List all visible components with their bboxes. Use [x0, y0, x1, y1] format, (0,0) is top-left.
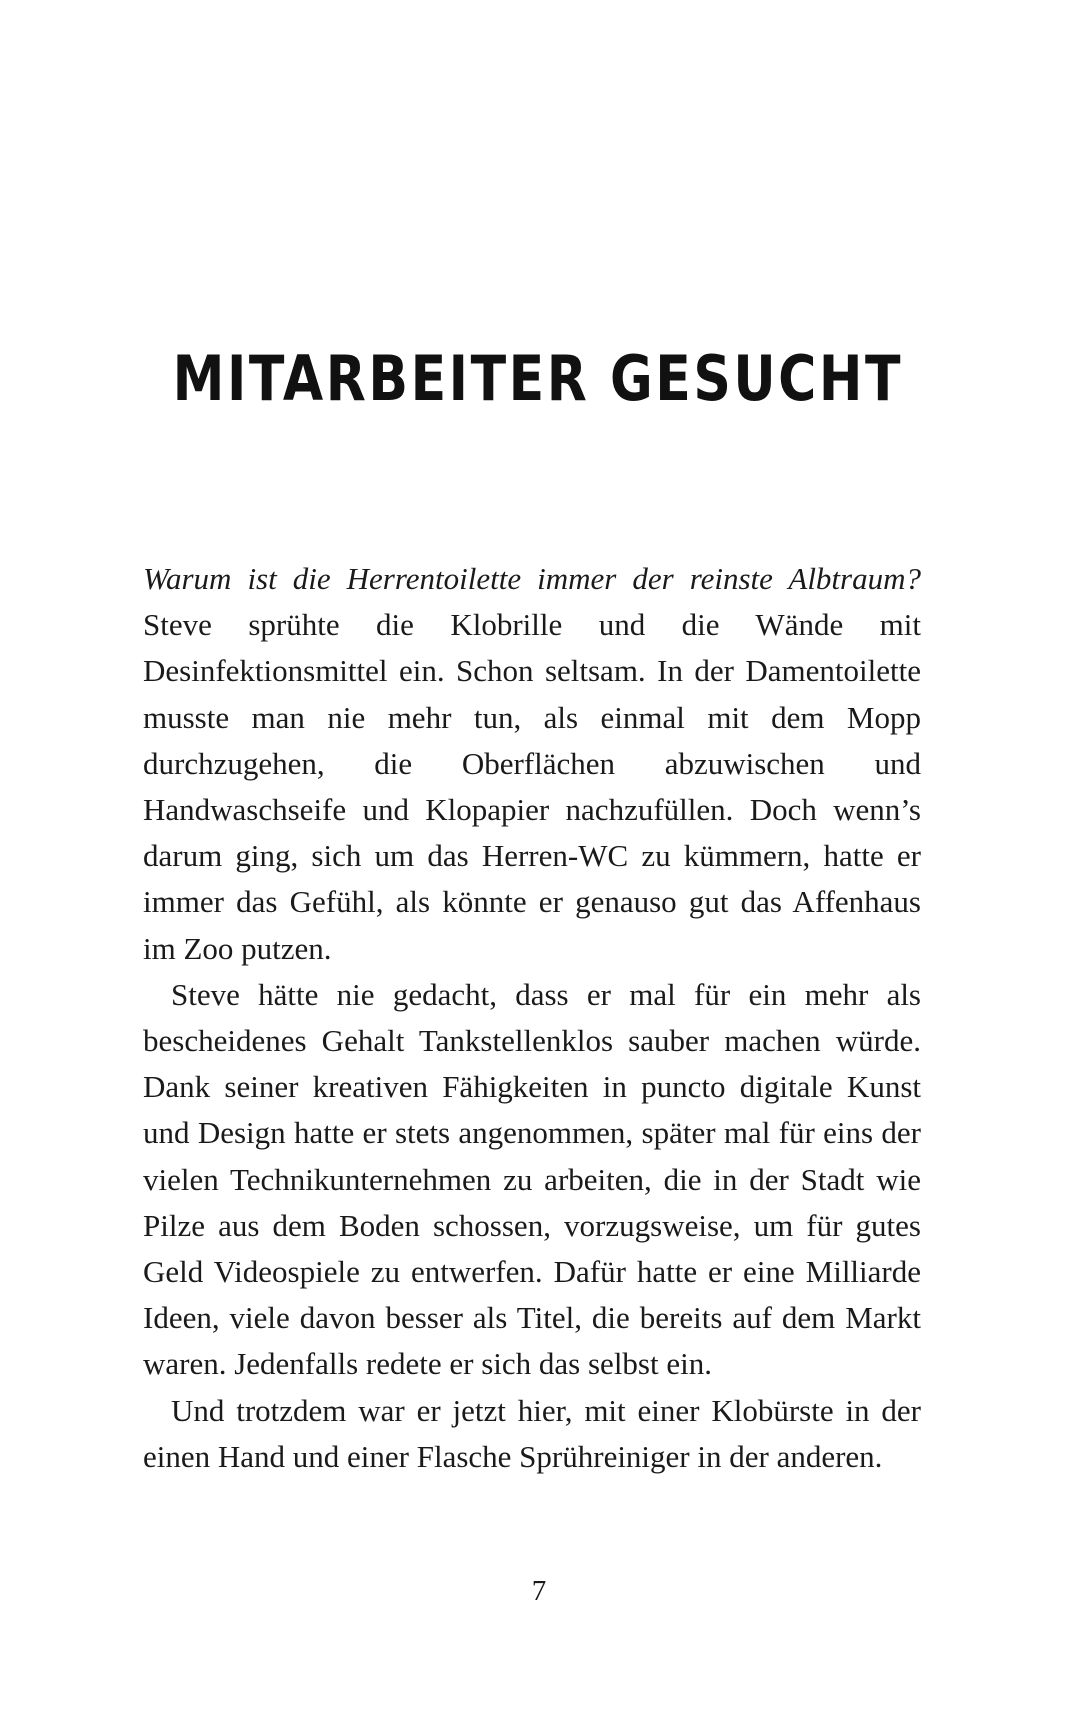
page-number: 7 [531, 1575, 547, 1607]
paragraph-2: Steve hätte nie gedacht, dass er mal für ein mehr als bescheidenes Gehalt Tankstellenklos sauber machen würde. Dank seiner kreativen Fähigkeiten in puncto digitale Kunst und Design hatte er stets angenommen, später mal für eins der vielen Technikunternehmen zu arbeiten, die in der Stadt wie Pilze aus dem Boden schossen, vorzugsweise, um für gutes Geld Videospiele zu entwerfen. Dafür hatte er eine Milliarde Ideen, viele davon besser als Titel, die bereits auf dem Markt waren. Jedenfalls redete er sich das selbst ein. [143, 976, 921, 1382]
paragraph-1-text: Steve sprühte die Klobrille und die Wände mit Desinfektionsmittel ein. Schon seltsam. In der Damentoilette musste man nie mehr tun, als einmal mit dem Mopp durchzugehen, die Oberflächen abzuwischen und Handwaschseife und Klopapier nachzufüllen. Doch wenn’s darum ging, sich um das Herren-WC zu kümmern, hatte er immer das Gefühl, als könnte er genauso gut das Affenhaus im Zoo putzen. [143, 607, 921, 966]
paragraph-1-italic-opening: Warum ist die Herrentoilette immer der reinste Albtraum? [143, 561, 921, 596]
paragraph-3: Und trotzdem war er jetzt hier, mit einer Klobürste in der einen Hand und einer Flasche Sprühreiniger in der anderen. [143, 1392, 921, 1474]
chapter-body [143, 556, 921, 1480]
chapter-title: MITARBEITER GESUCHT [172, 342, 904, 415]
paragraph-1 [143, 556, 921, 972]
